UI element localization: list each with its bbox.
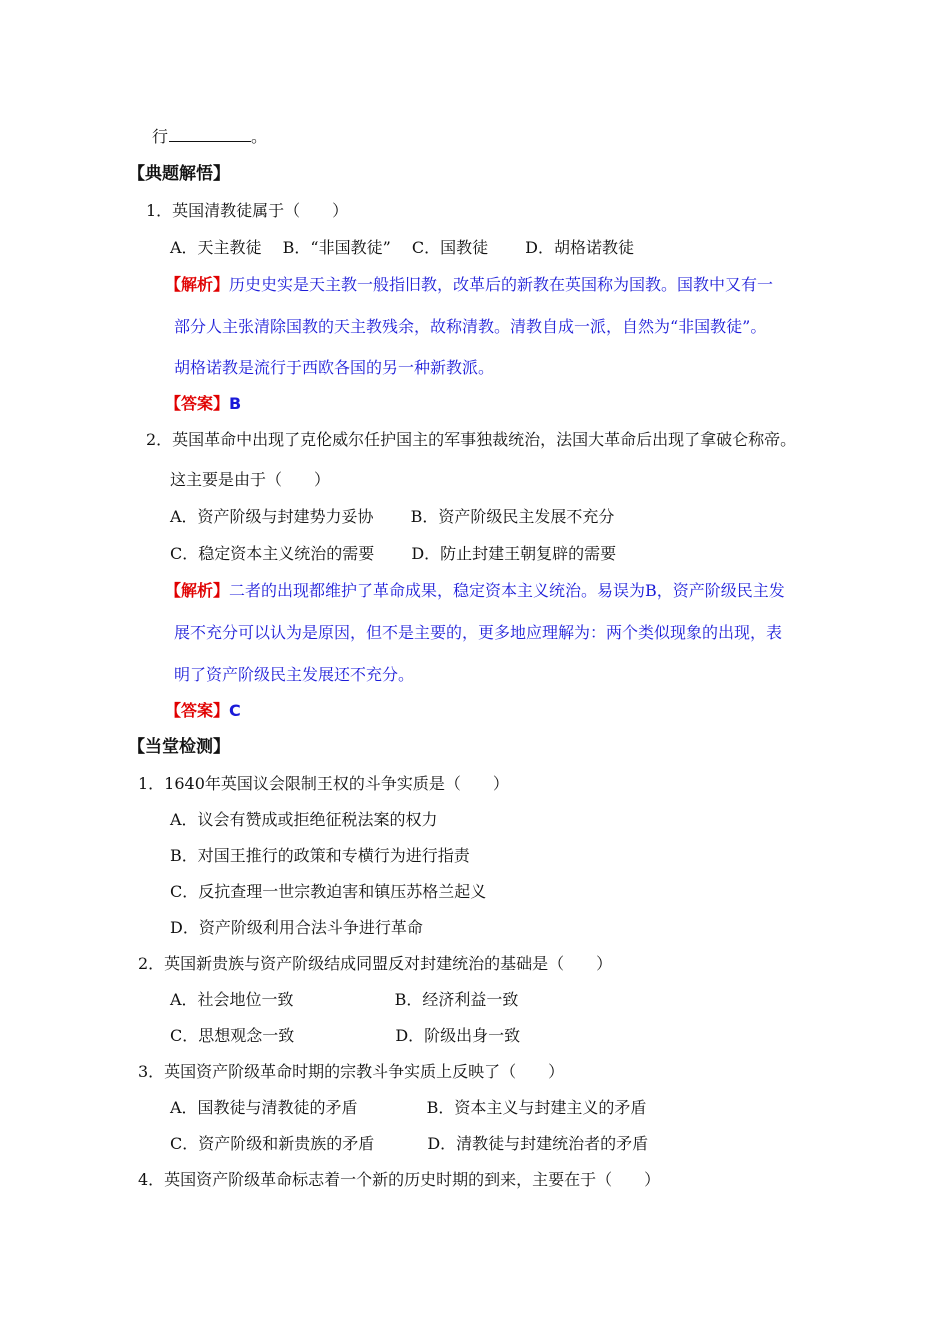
c1-option-b: B．对国王推行的政策和专横行为进行指责 bbox=[170, 846, 470, 865]
analysis-tag: 【解析】 bbox=[165, 581, 230, 600]
answer-value: B bbox=[229, 394, 242, 413]
q1-analysis-line-1 bbox=[165, 274, 773, 296]
c2-stem: 2．英国新贵族与资产阶级结成同盟反对封建统治的基础是（ ） bbox=[138, 954, 613, 973]
q2-stem-continued: 这主要是由于（ ） bbox=[170, 470, 331, 489]
analysis-text: 历史史实是天主教一般指旧教，改革后的新教在英国称为国教。国教中又有一 bbox=[229, 275, 774, 294]
answer-blank bbox=[169, 127, 251, 142]
c1-stem: 1．1640年英国议会限制王权的斗争实质是（ ） bbox=[138, 774, 509, 793]
q1-stem: 1．英国清教徒属于（ ） bbox=[146, 201, 349, 220]
section-title-examples: 【典题解悟】 bbox=[128, 164, 230, 184]
c3-stem: 3．英国资产阶级革命时期的宗教斗争实质上反映了（ ） bbox=[138, 1062, 565, 1081]
analysis-tag: 【解析】 bbox=[165, 275, 230, 294]
c3-options-row-2: C．资产阶级和新贵族的矛盾 D．清教徒与封建统治者的矛盾 bbox=[170, 1134, 649, 1153]
q2-analysis-line-2: 展不充分可以认为是原因，但不是主要的，更多地应理解为：两个类似现象的出现，表 bbox=[174, 623, 783, 642]
fill-in-suffix: 。 bbox=[251, 127, 268, 146]
c4-stem: 4．英国资产阶级革命标志着一个新的历史时期的到来，主要在于（ ） bbox=[138, 1170, 661, 1189]
q1-answer bbox=[165, 393, 241, 415]
q2-stem: 2．英国革命中出现了克伦威尔任护国主的军事独裁统治，法国大革命后出现了拿破仑称帝。 bbox=[146, 430, 797, 449]
c1-option-a: A．议会有赞成或拒绝征税法案的权力 bbox=[170, 810, 438, 829]
c2-options-row-1: A．社会地位一致 B．经济利益一致 bbox=[170, 990, 519, 1009]
fill-in-line bbox=[152, 126, 267, 148]
c1-option-c: C．反抗查理一世宗教迫害和镇压苏格兰起义 bbox=[170, 882, 487, 901]
q1-analysis-line-2: 部分人主张清除国教的天主教残余，故称清教。清教自成一派，自然为“非国教徒”。 bbox=[174, 317, 767, 336]
q2-analysis-line-3: 明了资产阶级民主发展还不充分。 bbox=[174, 665, 415, 684]
answer-tag: 【答案】 bbox=[165, 701, 230, 720]
c1-option-d: D．资产阶级利用合法斗争进行革命 bbox=[170, 918, 423, 937]
answer-value: C bbox=[229, 701, 241, 720]
fill-in-prefix: 行 bbox=[152, 127, 169, 146]
q2-answer bbox=[165, 700, 241, 722]
q1-analysis-line-3: 胡格诺教是流行于西欧各国的另一种新教派。 bbox=[174, 358, 495, 377]
q1-options: A．天主教徒 B．“非国教徒” C．国教徒 D．胡格诺教徒 bbox=[170, 238, 635, 257]
section-title-check: 【当堂检测】 bbox=[128, 737, 230, 757]
q2-analysis-line-1 bbox=[165, 580, 785, 602]
q2-options-row-1: A．资产阶级与封建势力妥协 B．资产阶级民主发展不充分 bbox=[170, 507, 615, 526]
q2-options-row-2: C．稳定资本主义统治的需要 D．防止封建王朝复辟的需要 bbox=[170, 544, 617, 563]
answer-tag: 【答案】 bbox=[165, 394, 230, 413]
analysis-text: 二者的出现都维护了革命成果，稳定资本主义统治。易误为B，资产阶级民主发 bbox=[229, 581, 785, 600]
c3-options-row-1: A．国教徒与清教徒的矛盾 B．资本主义与封建主义的矛盾 bbox=[170, 1098, 647, 1117]
c2-options-row-2: C．思想观念一致 D．阶级出身一致 bbox=[170, 1026, 521, 1045]
